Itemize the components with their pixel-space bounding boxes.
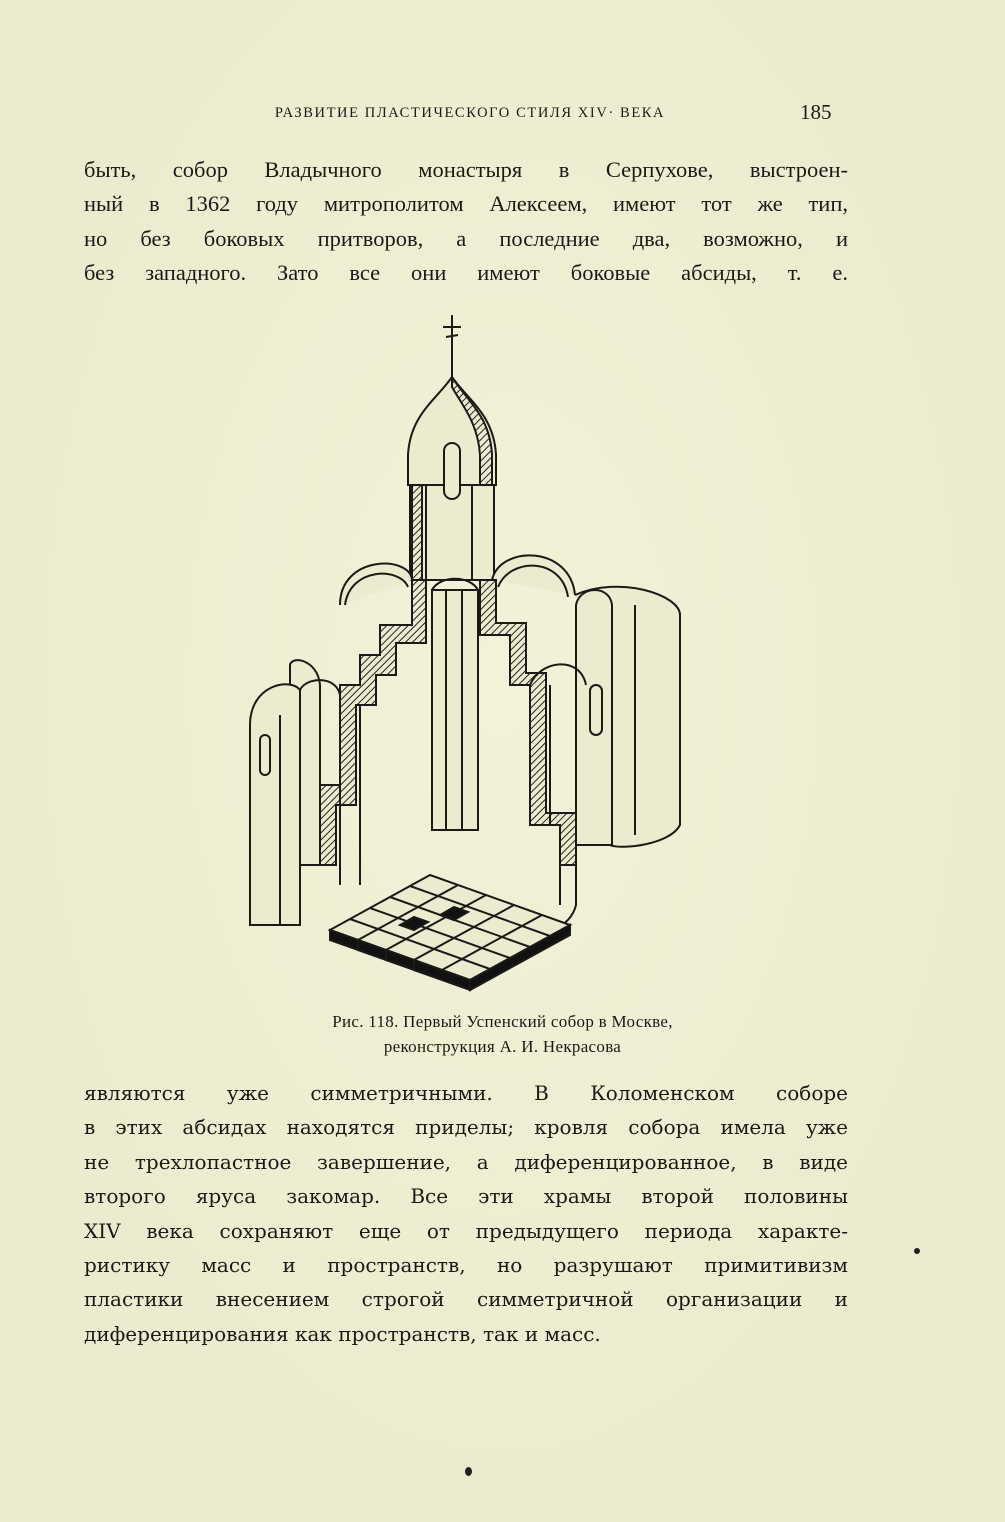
page-header [0, 100, 1005, 130]
paragraph-bottom [84, 1076, 848, 1351]
cathedral-cutaway-drawing [240, 305, 700, 995]
text-line: ристику масс и пространств, но разрушают примитивизм [84, 1253, 848, 1278]
text-line: ный в 1362 году митрополитом Алексеем, имеют тот же тип, [84, 191, 848, 217]
text-line: второго яруса закомар. Все эти храмы второй половины [84, 1184, 848, 1209]
text-line: не трехлопастное завершение, а диференцированное, в виде [84, 1149, 848, 1174]
text-line: без западного. Зато все они имеют боковые абсиды, т. е. [84, 260, 848, 286]
text-line: в этих абсидах находятся приделы; кровля собора имела уже [84, 1115, 848, 1140]
footer-dot [465, 1467, 472, 1476]
figure-caption-line-1: Рис. 118. Первый Успенский собор в Москве, [332, 1012, 673, 1031]
page-number: 185 [800, 100, 832, 124]
text-line: но без боковых притворов, а последние два, возможно, и [84, 225, 848, 251]
text-line: являются уже симметричными. В Коломенском соборе [84, 1081, 848, 1105]
figure-caption-line-2: реконструкция А. И. Некрасова [383, 1037, 622, 1056]
cathedral-reconstruction-figure [240, 305, 700, 995]
running-title: РАЗВИТИЕ ПЛАСТИЧЕСКОГО СТИЛЯ XIV· ВЕКА [274, 105, 666, 121]
text-line: быть, собор Владычного монастыря в Серпухове, выстроен- [84, 157, 848, 182]
text-line: XIV века сохраняют еще от предыдущего периода характе- [84, 1218, 848, 1243]
margin-dot [914, 1248, 920, 1254]
text-line: пластики внесением строгой симметричной организации и [84, 1287, 848, 1312]
text-line: диференцирования как пространств, так и масс. [84, 1321, 601, 1346]
paragraph-top [84, 153, 848, 291]
